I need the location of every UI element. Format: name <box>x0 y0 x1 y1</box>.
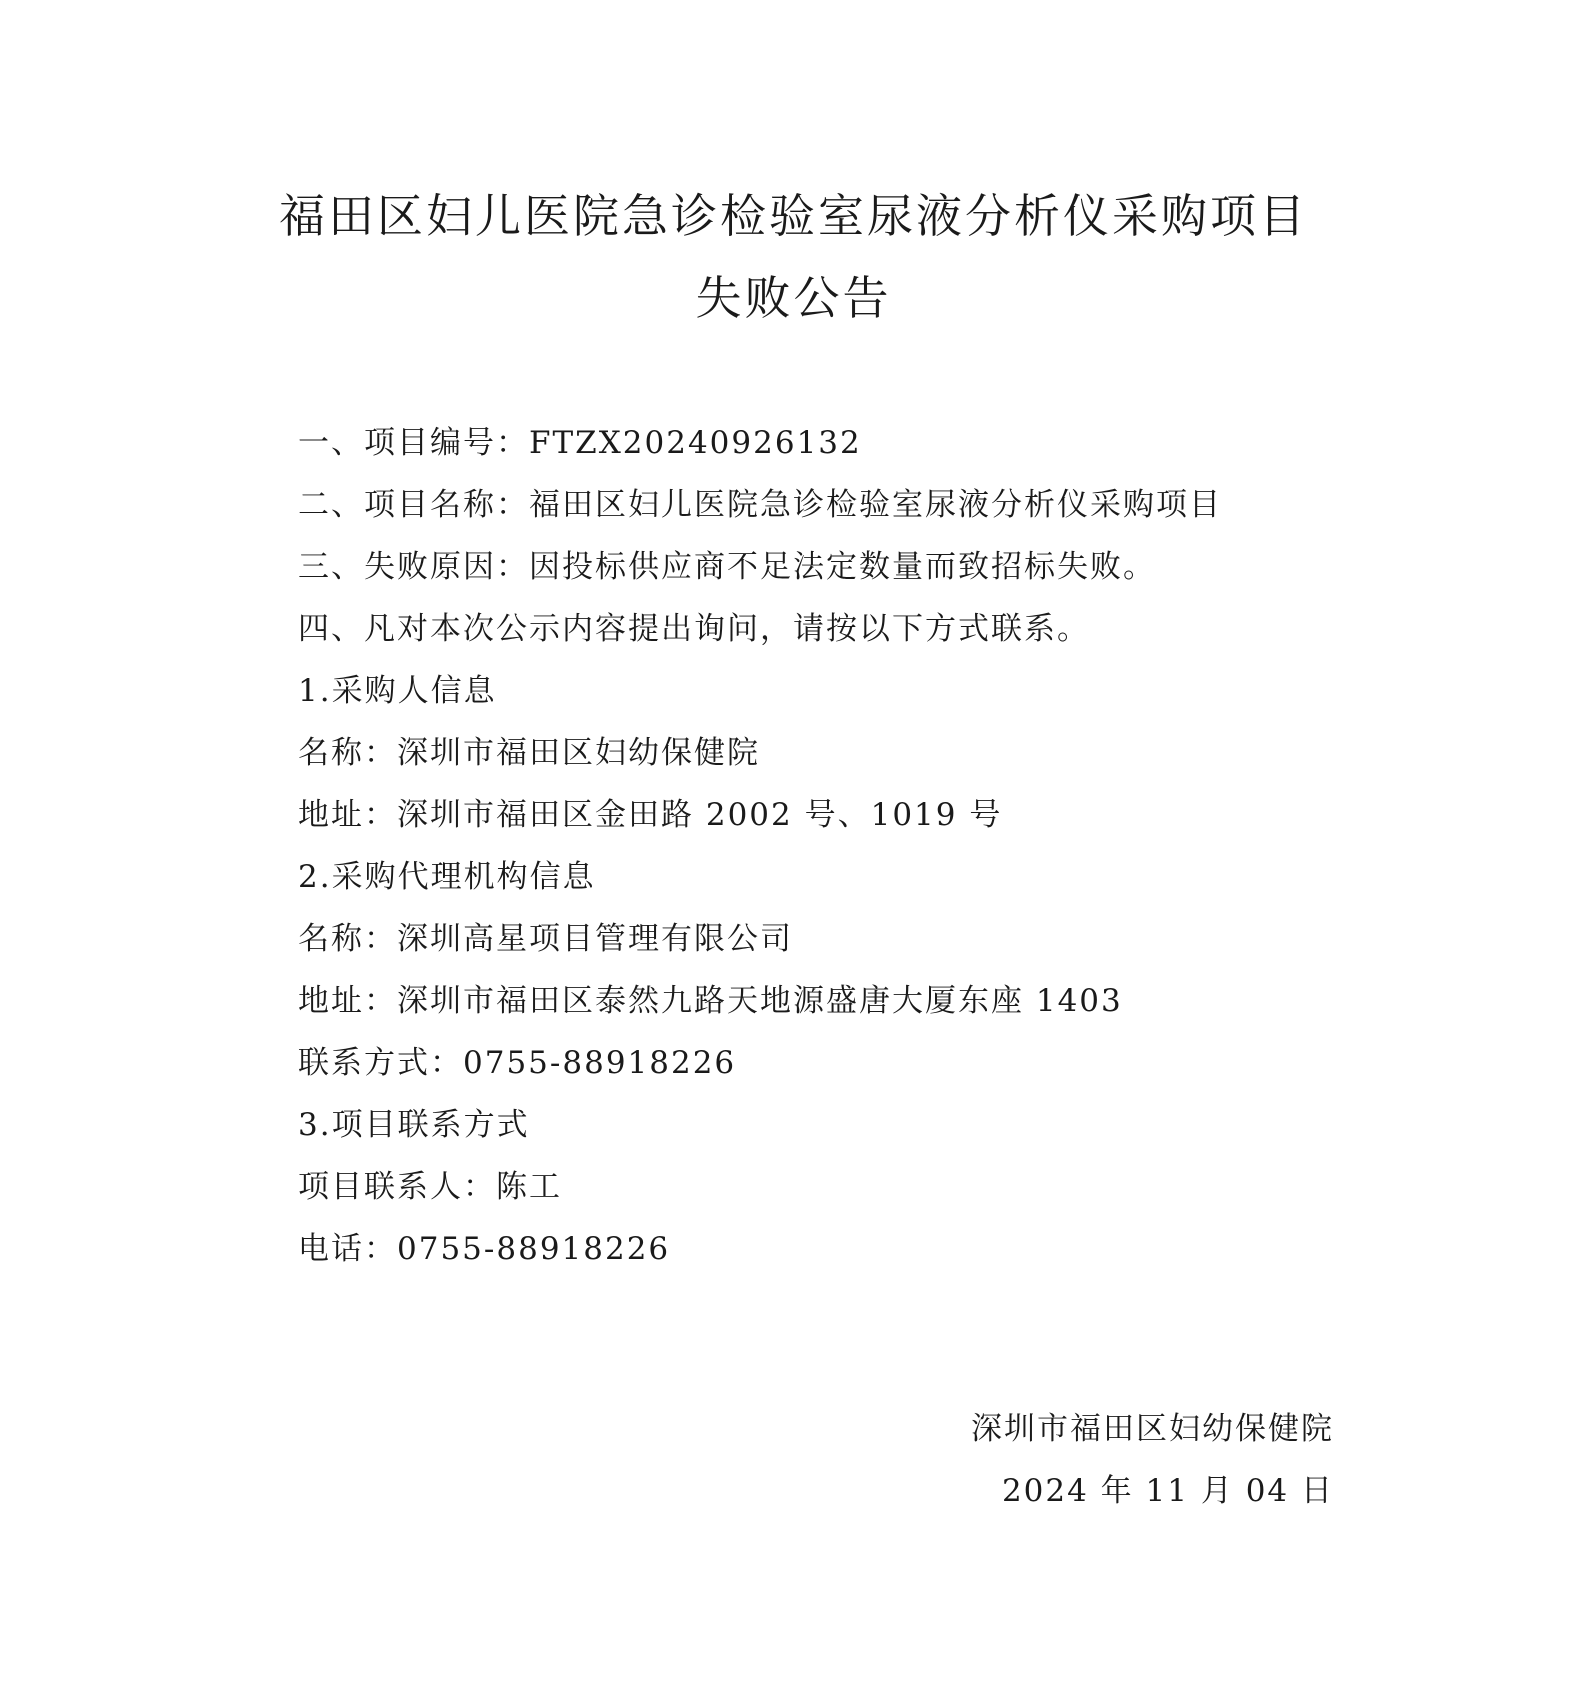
signature-org: 深圳市福田区妇幼保健院 <box>971 1411 1334 1447</box>
project-phone-line: 电话：0755-88918226 <box>298 1231 671 1267</box>
project-name-line: 二、项目名称：福田区妇儿医院急诊检验室尿液分析仪采购项目 <box>298 487 1222 523</box>
document-title-line-1: 福田区妇儿医院急诊检验室尿液分析仪采购项目 <box>279 189 1308 243</box>
signature-block <box>971 1398 1334 1522</box>
project-contact-heading: 3.项目联系方式 <box>298 1107 530 1143</box>
purchaser-info-heading: 1.采购人信息 <box>298 673 497 709</box>
announcement-body <box>298 412 1358 1280</box>
agency-name-line: 名称：深圳高星项目管理有限公司 <box>298 921 793 957</box>
project-contact-person-line: 项目联系人：陈工 <box>298 1169 562 1205</box>
agency-contact-line: 联系方式：0755-88918226 <box>298 1045 737 1081</box>
purchaser-address-line: 地址：深圳市福田区金田路 2002 号、1019 号 <box>298 797 1003 833</box>
failure-reason-line: 三、失败原因：因投标供应商不足法定数量而致招标失败。 <box>298 549 1156 585</box>
signature-date: 2024 年 11 月 04 日 <box>1001 1473 1334 1509</box>
inquiry-line: 四、凡对本次公示内容提出询问，请按以下方式联系。 <box>298 611 1090 647</box>
project-number-line: 一、项目编号：FTZX20240926132 <box>298 425 862 461</box>
purchaser-name-line: 名称：深圳市福田区妇幼保健院 <box>298 735 760 771</box>
agency-info-heading: 2.采购代理机构信息 <box>298 859 596 895</box>
agency-address-line: 地址：深圳市福田区泰然九路天地源盛唐大厦东座 1403 <box>298 983 1123 1019</box>
document-title-line-2: 失败公告 <box>695 271 892 325</box>
